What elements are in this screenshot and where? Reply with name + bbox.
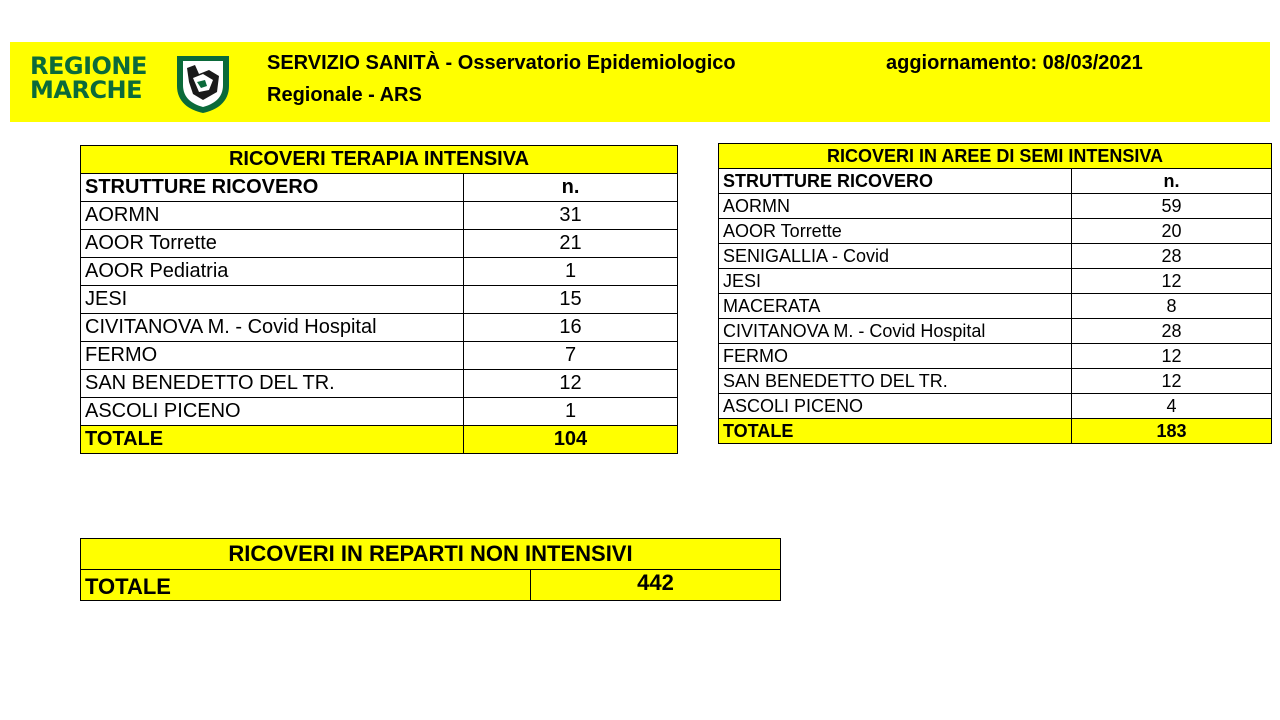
table-title: RICOVERI IN REPARTI NON INTENSIVI (81, 539, 781, 570)
structure-name: FERMO (719, 344, 1072, 369)
total-row (81, 426, 678, 454)
structure-count: 21 (464, 230, 678, 258)
structure-name: AOOR Torrette (719, 219, 1072, 244)
column-header-structure: STRUTTURE RICOVERO (719, 169, 1072, 194)
structure-name: ASCOLI PICENO (719, 394, 1072, 419)
structure-name: AOOR Pediatria (81, 258, 464, 286)
structure-count: 1 (464, 398, 678, 426)
structure-count: 20 (1072, 219, 1272, 244)
total-row (81, 570, 781, 601)
table-row (719, 194, 1272, 219)
total-row (719, 419, 1272, 444)
structure-name: FERMO (81, 342, 464, 370)
table-row (719, 294, 1272, 319)
table-row (81, 230, 678, 258)
structure-count: 59 (1072, 194, 1272, 219)
structure-count: 16 (464, 314, 678, 342)
table-row (81, 342, 678, 370)
table-row (81, 398, 678, 426)
table-row (81, 286, 678, 314)
table-title: RICOVERI IN AREE DI SEMI INTENSIVA (719, 144, 1272, 169)
structure-name: CIVITANOVA M. - Covid Hospital (81, 314, 464, 342)
structure-name: SAN BENEDETTO DEL TR. (719, 369, 1072, 394)
column-header-n: n. (464, 174, 678, 202)
structure-count: 28 (1072, 244, 1272, 269)
structure-count: 12 (1072, 369, 1272, 394)
header-banner (10, 42, 1270, 122)
structure-name: JESI (81, 286, 464, 314)
structure-name: CIVITANOVA M. - Covid Hospital (719, 319, 1072, 344)
table-row (719, 269, 1272, 294)
structure-name: MACERATA (719, 294, 1072, 319)
structure-count: 12 (1072, 269, 1272, 294)
table-row (719, 344, 1272, 369)
regione-marche-emblem-icon (173, 52, 233, 114)
total-label: TOTALE (719, 419, 1072, 444)
total-label: TOTALE (81, 570, 531, 601)
structure-count: 28 (1072, 319, 1272, 344)
table-title: RICOVERI TERAPIA INTENSIVA (81, 146, 678, 174)
table-title-row (719, 144, 1272, 169)
table-header-row (719, 169, 1272, 194)
structure-count: 1 (464, 258, 678, 286)
structure-count: 31 (464, 202, 678, 230)
structure-name: AORMN (719, 194, 1072, 219)
logo-line-1: REGIONE (30, 52, 147, 80)
service-title: SERVIZIO SANITÀ - Osservatorio Epidemiologico (267, 52, 736, 74)
table-row (81, 258, 678, 286)
total-label: TOTALE (81, 426, 464, 454)
table-row (719, 369, 1272, 394)
table-title-row (81, 539, 781, 570)
total-value: 104 (464, 426, 678, 454)
table-row (719, 244, 1272, 269)
table-header-row (81, 174, 678, 202)
structure-name: SAN BENEDETTO DEL TR. (81, 370, 464, 398)
logo-line-2: MARCHE (30, 76, 143, 104)
table-title-row (81, 146, 678, 174)
column-header-n: n. (1072, 169, 1272, 194)
structure-count: 12 (464, 370, 678, 398)
update-date: aggiornamento: 08/03/2021 (886, 52, 1143, 74)
structure-name: SENIGALLIA - Covid (719, 244, 1072, 269)
structure-name: AORMN (81, 202, 464, 230)
total-value: 442 (531, 570, 781, 601)
terapia-intensiva-table (80, 145, 678, 454)
structure-name: JESI (719, 269, 1072, 294)
structure-count: 12 (1072, 344, 1272, 369)
structure-count: 15 (464, 286, 678, 314)
service-subtitle: Regionale - ARS (267, 84, 422, 106)
table-row (81, 370, 678, 398)
non-intensivi-table (80, 538, 781, 601)
total-value: 183 (1072, 419, 1272, 444)
regione-marche-logo-text (30, 54, 147, 102)
column-header-structure: STRUTTURE RICOVERO (81, 174, 464, 202)
structure-count: 4 (1072, 394, 1272, 419)
table-row (81, 314, 678, 342)
semi-intensiva-table (718, 143, 1272, 444)
structure-name: AOOR Torrette (81, 230, 464, 258)
table-row (719, 219, 1272, 244)
table-row (81, 202, 678, 230)
table-row (719, 394, 1272, 419)
structure-count: 8 (1072, 294, 1272, 319)
structure-count: 7 (464, 342, 678, 370)
table-row (719, 319, 1272, 344)
structure-name: ASCOLI PICENO (81, 398, 464, 426)
